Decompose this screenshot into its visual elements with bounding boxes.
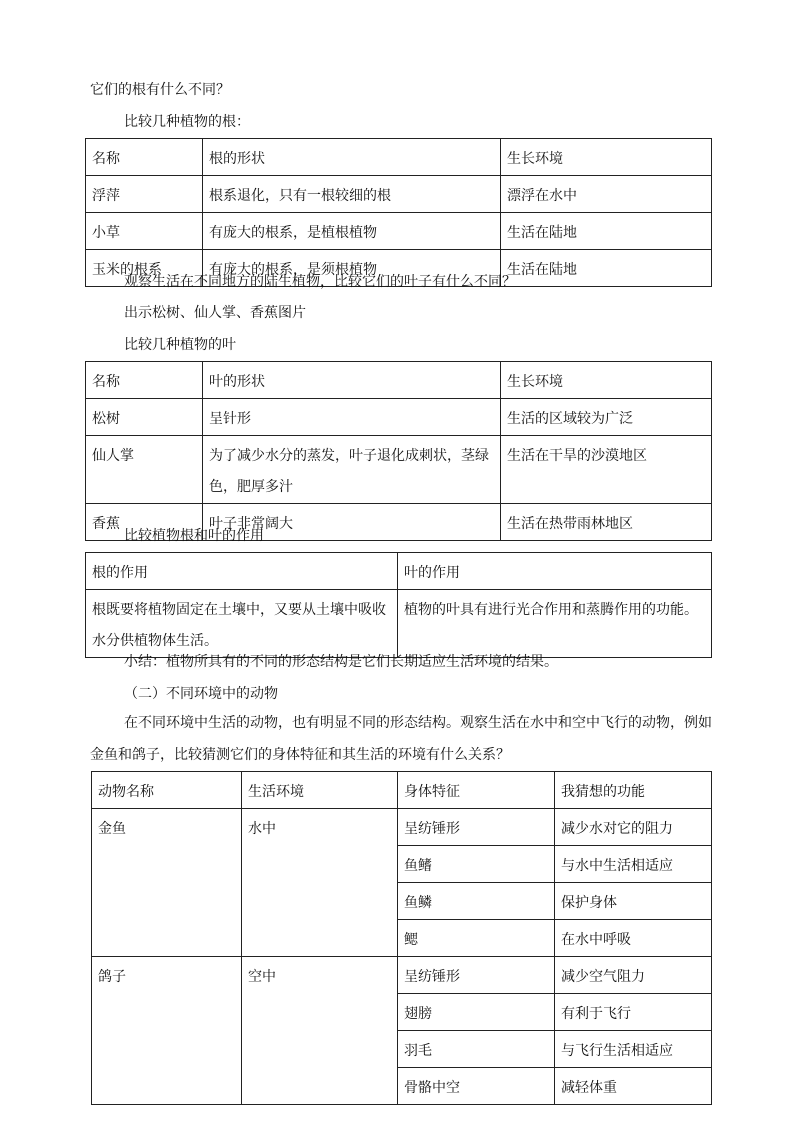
- feature-cell: 鳃: [398, 920, 555, 957]
- header-cell: 身体特征: [398, 772, 555, 809]
- header-cell: 生长环境: [501, 362, 712, 399]
- summary-text: 小结：植物所具有的不同的形态结构是它们长期适应生活环境的结果。: [124, 654, 558, 670]
- function-cell: 在水中呼吸: [555, 920, 712, 957]
- header-cell: 动物名称: [92, 772, 242, 809]
- animals-intro-paragraph: 在不同环境中生活的动物，也有明显不同的形态结构。观察生活在水中和空中飞行的动物，例如金鱼和鸽子，比较猜测它们的身体特征和其生活的环境有什么关系？: [90, 715, 712, 763]
- feature-cell: 翅膀: [398, 994, 555, 1031]
- animal-name-cell: 金鱼: [92, 809, 242, 957]
- table-cell: 生活在热带雨林地区: [501, 504, 712, 541]
- table-cell: 有庞大的根系，是植根植物: [203, 213, 501, 250]
- table-row: [92, 809, 712, 846]
- table-cell: 浮萍: [86, 176, 203, 213]
- roots-table: [85, 138, 712, 287]
- table-cell: 生活的区域较为广泛: [501, 399, 712, 436]
- table-cell: 为了减少水分的蒸发，叶子退化成刺状，茎绿色，肥厚多汁: [203, 436, 501, 504]
- show-pictures-text: 出示松树、仙人掌、香蕉图片: [124, 305, 306, 321]
- table-cell: 生活在干旱的沙漠地区: [501, 436, 712, 504]
- table-cell: 根既要将植物固定在土壤中，又要从土壤中吸收水分供植物体生活。: [86, 590, 398, 658]
- feature-cell: 呈纺锤形: [398, 809, 555, 846]
- leaves-question: 观察生活在不同地方的陆生植物，比较它们的叶子有什么不同？: [124, 274, 516, 290]
- header-cell: 名称: [86, 362, 203, 399]
- table-cell: 有庞大的根系，是须根植物: [203, 250, 501, 287]
- roots-heading: 比较几种植物的根：: [124, 114, 250, 130]
- header-cell: 叶的形状: [203, 362, 501, 399]
- table-header-row: [86, 139, 712, 176]
- function-cell: 保护身体: [555, 883, 712, 920]
- function-cell: 减轻体重: [555, 1068, 712, 1105]
- table-row: [86, 176, 712, 213]
- header-cell: 叶的作用: [398, 553, 712, 590]
- table-row: [86, 436, 712, 504]
- table-row: [86, 590, 712, 658]
- environment-cell: 空中: [242, 957, 398, 1105]
- table-cell: 生活在陆地: [501, 213, 712, 250]
- table-header-row: [86, 362, 712, 399]
- table-header-row: [92, 772, 712, 809]
- leaves-table: [85, 361, 712, 541]
- feature-cell: 骨骼中空: [398, 1068, 555, 1105]
- table-cell: 玉米的根系: [86, 250, 203, 287]
- table-cell: 漂浮在水中: [501, 176, 712, 213]
- animals-table: [91, 771, 712, 1105]
- table-cell: 松树: [86, 399, 203, 436]
- table-cell: 根系退化，只有一根较细的根: [203, 176, 501, 213]
- function-table: [85, 552, 712, 658]
- animal-name-cell: 鸽子: [92, 957, 242, 1105]
- section-two-title: （二）不同环境中的动物: [124, 686, 278, 702]
- table-row: [86, 399, 712, 436]
- environment-cell: 水中: [242, 809, 398, 957]
- table-row: [92, 957, 712, 994]
- feature-cell: 鱼鳞: [398, 883, 555, 920]
- function-cell: 与飞行生活相适应: [555, 1031, 712, 1068]
- feature-cell: 羽毛: [398, 1031, 555, 1068]
- function-cell: 有利于飞行: [555, 994, 712, 1031]
- table-header-row: [86, 553, 712, 590]
- table-cell: 呈针形: [203, 399, 501, 436]
- header-cell: 根的形状: [203, 139, 501, 176]
- header-cell: 生长环境: [501, 139, 712, 176]
- header-cell: 根的作用: [86, 553, 398, 590]
- table-row: [86, 213, 712, 250]
- function-cell: 减少水对它的阻力: [555, 809, 712, 846]
- header-cell: 生活环境: [242, 772, 398, 809]
- table-cell: 植物的叶具有进行光合作用和蒸腾作用的功能。: [398, 590, 712, 658]
- function-cell: 减少空气阻力: [555, 957, 712, 994]
- header-cell: 名称: [86, 139, 203, 176]
- table-cell: 香蕉: [86, 504, 203, 541]
- table-cell: 生活在陆地: [501, 250, 712, 287]
- intro-question: 它们的根有什么不同？: [90, 82, 230, 98]
- feature-cell: 鱼鳍: [398, 846, 555, 883]
- table-cell: 仙人掌: [86, 436, 203, 504]
- header-cell: 我猜想的功能: [555, 772, 712, 809]
- table-cell: 小草: [86, 213, 203, 250]
- table-cell: 叶子非常阔大: [203, 504, 501, 541]
- function-cell: 与水中生活相适应: [555, 846, 712, 883]
- leaves-heading: 比较几种植物的叶: [124, 337, 236, 353]
- feature-cell: 呈纺锤形: [398, 957, 555, 994]
- function-heading: 比较植物根和叶的作用: [124, 528, 264, 544]
